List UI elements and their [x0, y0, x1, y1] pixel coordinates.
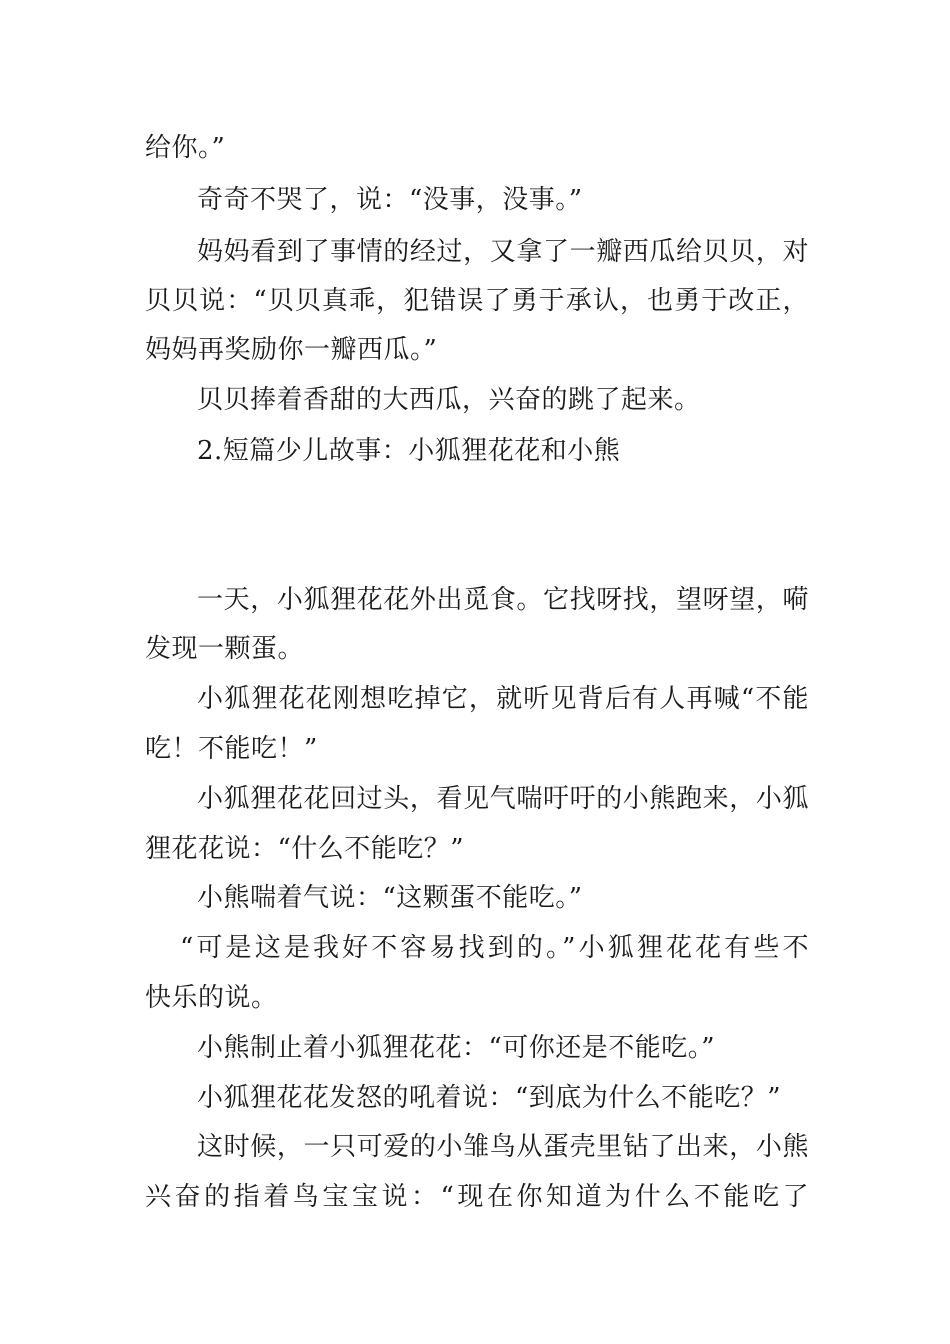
text-line: 给你。” [145, 133, 226, 163]
text-line: 小狐狸花花刚想吃掉它，就听见背后有人再喊“不能 [197, 684, 809, 714]
text-line: 小狐狸花花发怒的吼着说：“到底为什么不能吃？” [197, 1083, 782, 1113]
text-line: 小狐狸花花回过头，看见气喘吁吁的小熊跑来，小狐 [197, 784, 809, 814]
text-line: 贝贝说：“贝贝真乖，犯错误了勇于承认，也勇于改正， [145, 286, 809, 316]
text-line: 一天，小狐狸花花外出觅食。它找呀找，望呀望，嗬 [197, 585, 809, 615]
text-line: 狸花花说：“什么不能吃？” [145, 834, 465, 864]
text-line: 发现一颗蛋。 [145, 634, 305, 664]
text-line: 小熊制止着小狐狸花花：“可你还是不能吃。” [197, 1033, 716, 1063]
text-line: 吃！不能吃！” [145, 734, 318, 764]
text-line: 快乐的说。 [145, 983, 278, 1013]
text-line: 奇奇不哭了，说：“没事，没事。” [197, 185, 583, 215]
text-line: 妈妈看到了事情的经过，又拿了一瓣西瓜给贝贝，对 [197, 237, 809, 267]
text-line: 兴奋的指着鸟宝宝说：“现在你知道为什么不能吃了 [145, 1182, 809, 1212]
text-line: 贝贝捧着香甜的大西瓜，兴奋的跳了起来。 [197, 385, 701, 415]
text-line: “可是这是我好不容易找到的。”小狐狸花花有些不 [180, 933, 809, 963]
section-heading: 2.短篇少儿故事：小狐狸花花和小熊 [197, 436, 621, 466]
text-line: 小熊喘着气说：“这颗蛋不能吃。” [197, 883, 583, 913]
text-line: 这时候，一只可爱的小雏鸟从蛋壳里钻了出来，小熊 [197, 1132, 809, 1162]
text-line: 妈妈再奖励你一瓣西瓜。” [145, 335, 438, 365]
